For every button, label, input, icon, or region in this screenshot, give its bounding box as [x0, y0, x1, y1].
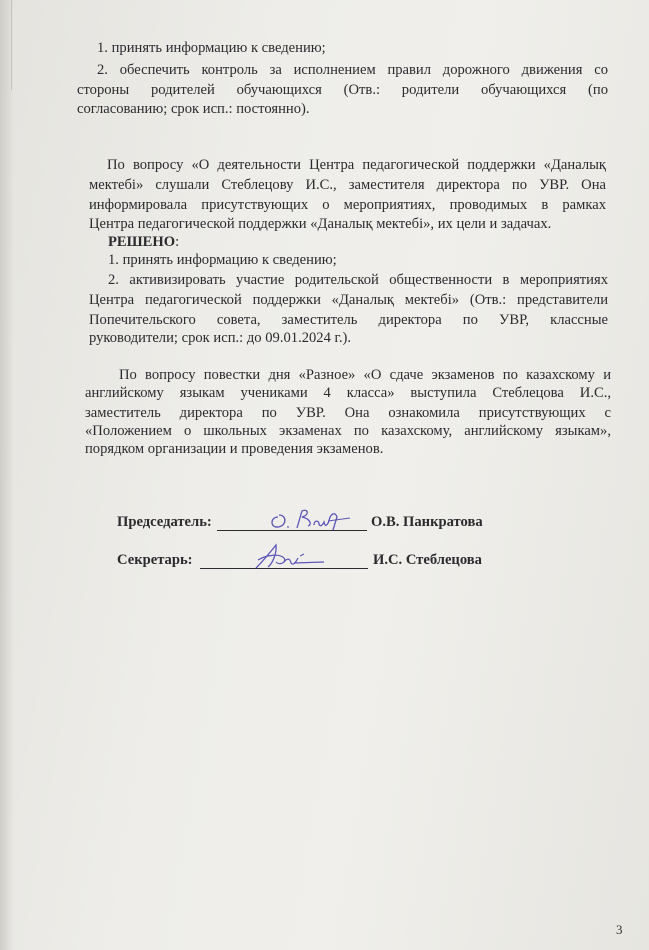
section2-paragraph-line3: информировала присутствующих о мероприятиях, проводимых в рамках	[89, 197, 606, 213]
section2-paragraph-line2: мектебі» слушали Стеблецову И.С., заместителя директора по УВР. Она	[89, 177, 606, 193]
decided-label: РЕШЕНО	[108, 234, 176, 250]
section3-paragraph-line1: По вопросу повестки дня «Разное» «О сдаче экзаменов по казахскому и	[119, 367, 611, 383]
decided-heading	[108, 234, 179, 251]
section2-paragraph-line4: Центра педагогической поддержки «Даналық мектебі», их цели и задачах.	[89, 216, 552, 232]
section3-paragraph-line3: заместитель директора по УВР. Она ознакомила присутствующих с	[85, 405, 611, 421]
section1-item2-line2: стороны родителей обучающихся (Отв.: родители обучающихся (по	[77, 82, 608, 98]
page-edge-shadow	[0, 0, 14, 950]
chair-signature	[264, 503, 356, 533]
decided-colon: :	[175, 234, 180, 250]
section3-paragraph-line4: «Положением о школьных экзаменах по казахскому, английскому языкам»,	[85, 423, 611, 439]
section2-item2-line4: руководители; срок исп.: до 09.01.2024 г.).	[89, 330, 352, 346]
page-number: 3	[616, 922, 623, 937]
secretary-signature	[250, 540, 330, 572]
section2-item1: 1. принять информацию к сведению;	[108, 252, 337, 268]
section2-item2-line3: Попечительского совета, заместитель директора по УВР, классные	[89, 312, 608, 328]
secretary-name: И.С. Стеблецова	[373, 552, 482, 568]
section2-paragraph-line1: По вопросу «О деятельности Центра педагогической поддержки «Даналық	[107, 157, 606, 173]
section1-item1: 1. принять информацию к сведению;	[97, 40, 326, 56]
section1-item2-line3: согласованию; срок исп.: постоянно).	[77, 101, 310, 117]
section2-item2-line1: 2. активизировать участие родительской общественности в мероприятиях	[108, 272, 608, 288]
page-fold-line	[11, 0, 12, 90]
chair-name: О.В. Панкратова	[371, 514, 483, 530]
secretary-label: Секретарь:	[117, 552, 193, 568]
section3-paragraph-line5: порядком организации и проведения экзаменов.	[85, 441, 384, 457]
section2-item2-line2: Центра педагогической поддержки «Даналық мектебі» (Отв.: представители	[89, 292, 608, 308]
section1-item2-line1: 2. обеспечить контроль за исполнением правил дорожного движения со	[97, 62, 608, 78]
section3-paragraph-line2: английскому языкам учениками 4 класса» выступила Стеблецова И.С.,	[85, 385, 611, 401]
chair-label: Председатель:	[117, 514, 212, 530]
